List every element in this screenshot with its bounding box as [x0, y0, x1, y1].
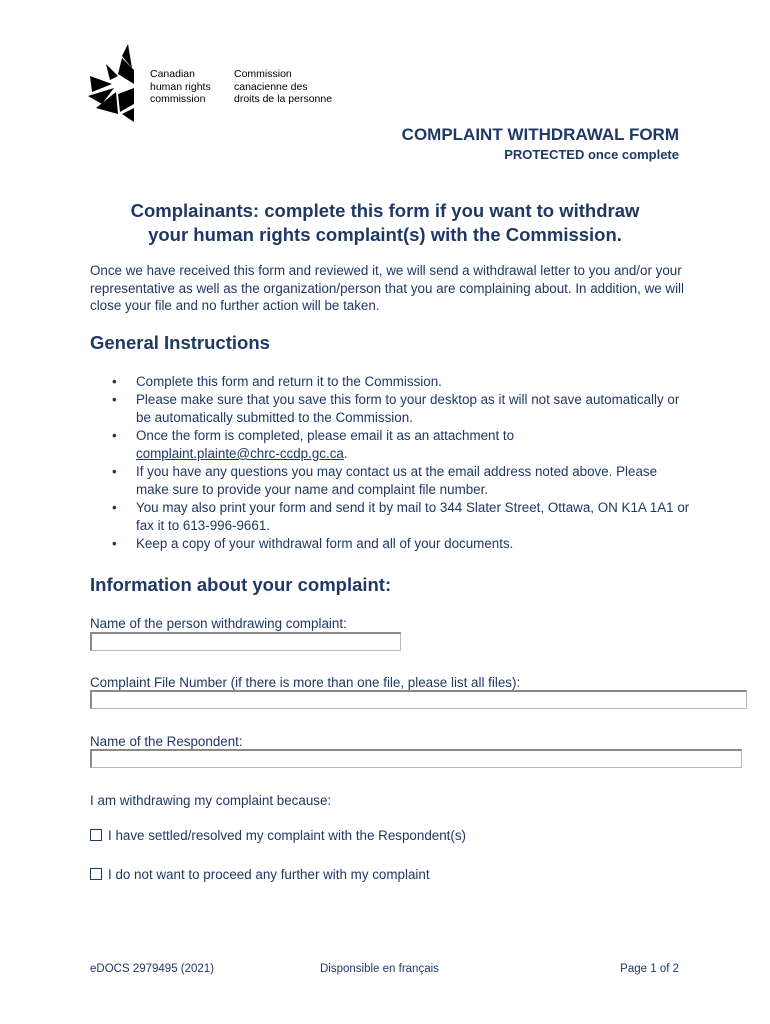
instruction-text: Once the form is completed, please email it as an attachment to [136, 428, 515, 443]
reason-label: I am withdrawing my complaint because: [90, 793, 332, 808]
instruction-text-end: . [343, 446, 348, 461]
list-item [112, 391, 692, 427]
intro-heading [90, 199, 680, 247]
logo-fr-line: Commission [234, 68, 292, 80]
instruction-text: You may also print your form and send it by mail to 344 Slater Street, Ottawa, ON K1A 1A1 or fax it to 613-996-9661. [136, 500, 690, 533]
instruction-text: If you have any questions you may contact us at the email address noted above. Please make sure to provide your name and complaint file number. [136, 464, 658, 497]
respondent-field[interactable] [90, 749, 742, 768]
logo-en-line: commission [150, 93, 206, 105]
option-label: I have settled/resolved my complaint with the Respondent(s) [108, 828, 467, 843]
maple-leaf-logo-icon [88, 44, 138, 124]
option-settled[interactable] [90, 828, 466, 843]
bullet-icon: • [112, 374, 117, 389]
instruction-text: Complete this form and return it to the Commission. [136, 374, 442, 389]
bullet-icon: • [112, 500, 117, 515]
list-item [112, 535, 692, 553]
french-availability: Disponsible en français [320, 963, 439, 975]
logo-fr-line: canacienne des [234, 80, 308, 93]
form-title: COMPLAINT WITHDRAWAL FORM [401, 125, 679, 144]
name-label: Name of the person withdrawing complaint: [90, 616, 347, 631]
logo-en-line: human rights [150, 80, 211, 93]
intro-heading-line: your human rights complaint(s) with the Commission. [148, 224, 622, 245]
complaint-info-heading: Information about your complaint: [90, 574, 392, 595]
bullet-icon: • [112, 464, 117, 479]
bullet-icon: • [112, 392, 117, 407]
intro-heading-line: Complainants: complete this form if you want to withdraw [130, 200, 640, 221]
general-instructions-heading: General Instructions [90, 332, 270, 353]
intro-paragraph: Once we have received this form and reviewed it, we will send a withdrawal letter to you and/or your representative as well as the organization/person that you are complaining about. In addition, we will close your file and no further action will be taken. [90, 263, 685, 313]
commission-logo [88, 44, 333, 126]
name-field[interactable] [90, 632, 401, 651]
list-item [112, 373, 692, 391]
instruction-text: Keep a copy of your withdrawal form and all of your documents. [136, 536, 514, 551]
logo-fr-line: droits de la personne [234, 93, 333, 105]
document-id: eDOCS 2979495 (2021) [90, 963, 215, 975]
logo-french-text [234, 68, 332, 106]
settled-checkbox[interactable] [90, 829, 102, 841]
bullet-icon: • [112, 428, 117, 443]
file-number-field[interactable] [90, 690, 747, 709]
respondent-label: Name of the Respondent: [90, 734, 243, 749]
logo-en-line: Canadian [150, 68, 195, 80]
page-number: Page 1 of 2 [620, 963, 679, 975]
option-label: I do not want to proceed any further with my complaint [108, 867, 430, 882]
instruction-text: Please make sure that you save this form to your desktop as it will not save automatically or be automatically submitted to the Commission. [136, 392, 680, 425]
file-number-label: Complaint File Number (if there is more than one file, please list all files): [90, 675, 521, 690]
instructions-list [112, 373, 692, 553]
list-item [112, 499, 692, 535]
logo-english-text [150, 68, 211, 106]
list-item [112, 463, 692, 499]
bullet-icon: • [112, 536, 117, 551]
email-link[interactable]: complaint.plainte@chrc-ccdp.gc.ca [136, 446, 344, 461]
not-proceed-checkbox[interactable] [90, 868, 102, 880]
list-item [112, 427, 692, 463]
option-not-proceed[interactable] [90, 867, 430, 882]
protected-notice: PROTECTED once complete [504, 147, 679, 162]
